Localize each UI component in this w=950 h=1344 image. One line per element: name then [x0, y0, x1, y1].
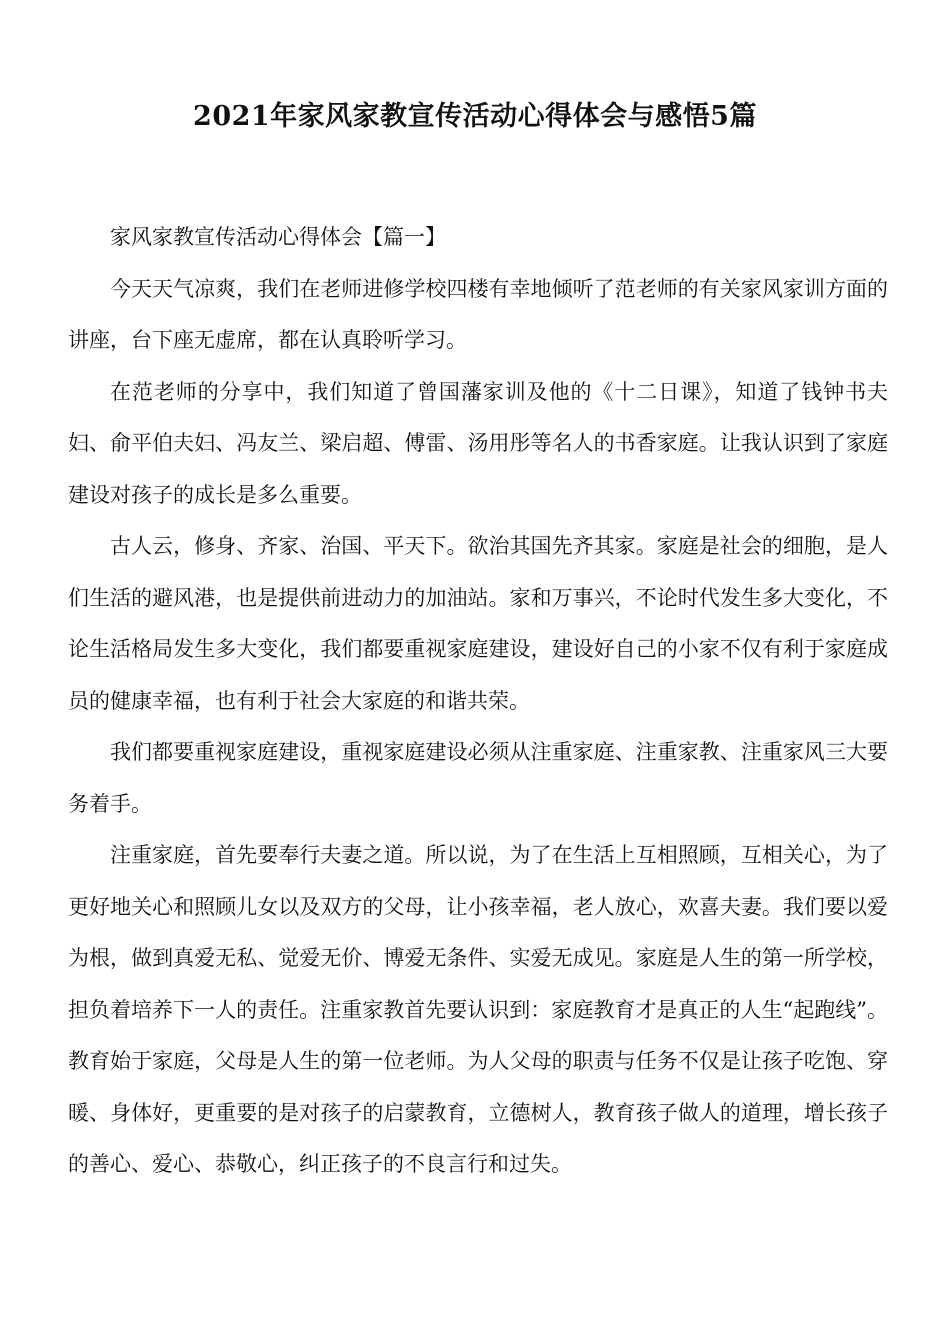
paragraph: 古人云，修身、齐家、治国、平天下。欲治其国先齐其家。家庭是社会的细胞，是人们生活的避风港，也是提供前进动力的加油站。家和万事兴，不论时代发生多大变化，不论生活格局发生多大变化，我们都要重视家庭建设，建设好自己的小家不仅有利于家庭成员的健康幸福，也有利于社会大家庭的和谐共荣。 — [68, 534, 888, 713]
document-title: 2021年家风家教宣传活动心得体会与感悟5篇 — [193, 101, 757, 132]
document-body — [68, 212, 888, 1191]
paragraph: 我们都要重视家庭建设，重视家庭建设必须从注重家庭、注重家教、注重家风三大要务着手。 — [68, 740, 888, 816]
paragraph: 在范老师的分享中，我们知道了曾国藩家训及他的《十二日课》，知道了钱钟书夫妇、俞平伯夫妇、冯友兰、梁启超、傅雷、汤用彤等名人的书香家庭。让我认识到了家庭建设对孩子的成长是多么重要。 — [68, 379, 888, 507]
paragraph: 今天天气凉爽，我们在老师进修学校四楼有幸地倾听了范老师的有关家风家训方面的讲座，台下座无虚席，都在认真聆听学习。 — [68, 276, 888, 352]
section-heading: 家风家教宣传活动心得体会【篇一】 — [110, 225, 446, 249]
paragraph: 注重家庭，首先要奉行夫妻之道。所以说，为了在生活上互相照顾，互相关心，为了更好地关心和照顾儿女以及双方的父母，让小孩幸福，老人放心，欢喜夫妻。我们要以爱为根，做到真爱无私、觉爱无价、博爱无条件、实爱无成见。家庭是人生的第一所学校，担负着培养下一人的责任。注重家教首先要认识到：家庭教育才是真正的人生“起跑线”。教育始于家庭，父母是人生的第一位老师。为人父母的职责与任务不仅是让孩子吃饱、穿暖、身体好，更重要的是对孩子的启蒙教育，立德树人，教育孩子做人的道理，增长孩子的善心、爱心、恭敬心，纠正孩子的不良言行和过失。 — [68, 843, 888, 1176]
